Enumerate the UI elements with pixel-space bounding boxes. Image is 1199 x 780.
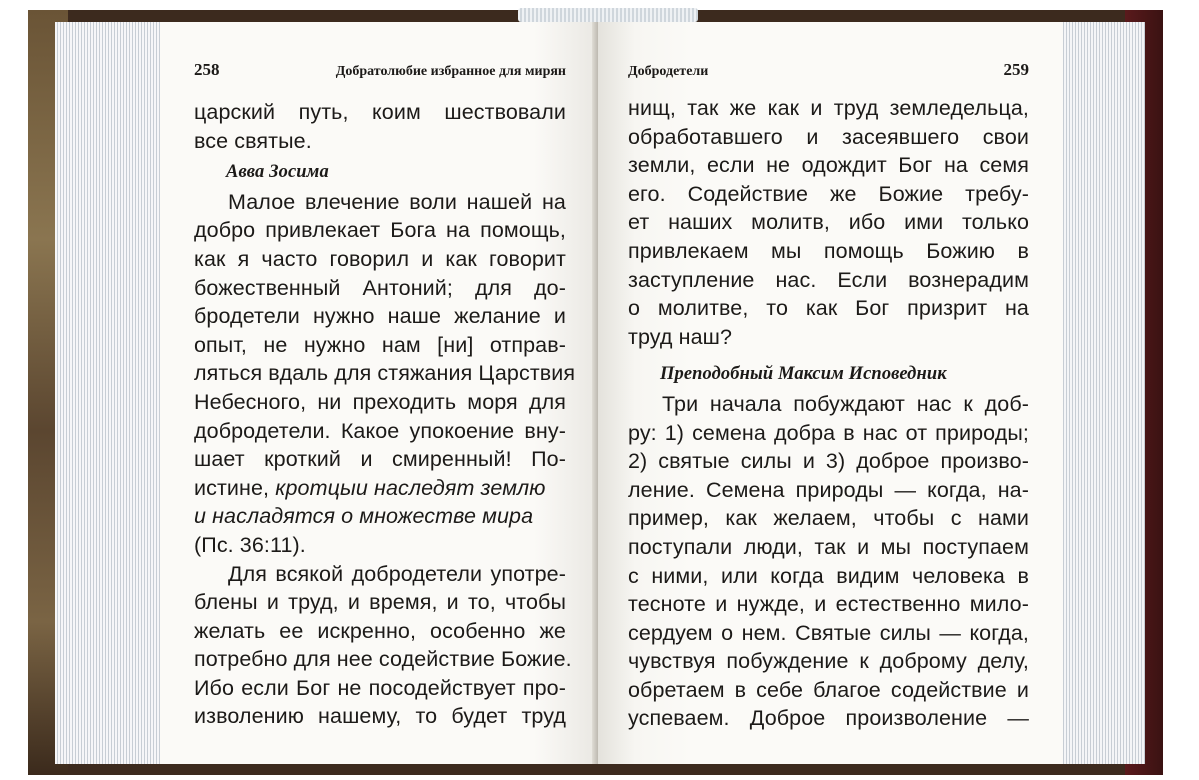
right-page-header	[628, 60, 1029, 80]
text-line: Три начала побуждают нас к доб-	[662, 391, 1029, 416]
text-line: ру: 1) семена добра в нас от природы;	[628, 420, 1029, 445]
text-line: земли, если не одождит Бог на семя	[628, 153, 1029, 178]
page-edges-left	[55, 22, 165, 764]
text-line: ет наших молитв, ибо ими только	[628, 210, 1029, 235]
text-line: царский путь, коим шествовали	[194, 100, 566, 124]
page-edges-right	[1060, 22, 1145, 764]
text-line: чувствуя побуждение к доброму делу,	[628, 649, 1029, 674]
text-line: поступали люди, так и мы поступаем	[628, 534, 1029, 559]
text-line: бродетели нужно наше желание и	[194, 304, 566, 329]
text-line: обретаем в себе благое содействие и	[628, 677, 1029, 702]
text-line: добродетели. Какое упокоение вну-	[194, 418, 566, 443]
text-line: блены и труд, и время, и то, чтобы	[194, 590, 566, 615]
text-line: сердуем о нем. Святые силы — когда,	[628, 620, 1029, 645]
text-line: добро привлекает Бога на помощь,	[194, 218, 566, 243]
text-line: заступление нас. Если вознерадим	[628, 267, 1029, 292]
left-page-header	[194, 60, 566, 80]
text-line: шает кроткий и смиренный! По-	[194, 447, 566, 472]
spacer	[628, 351, 1029, 357]
text-line	[194, 474, 566, 503]
text-line: труд наш?	[628, 324, 733, 349]
text-line: успеваем. Доброе произволение —	[628, 706, 1029, 731]
text-line: обработавшего и засеявшего свои	[628, 124, 1029, 149]
text-line: с ними, или когда видим человека в	[628, 563, 1029, 588]
scripture-quote: и насладятся о множестве мира	[194, 504, 534, 529]
text-line: Малое влечение воли нашей на	[228, 189, 566, 214]
right-page-body	[628, 94, 1029, 733]
left-page	[160, 22, 600, 764]
page-number: 258	[194, 60, 220, 79]
right-page	[598, 22, 1063, 764]
section-heading: Авва Зосима	[226, 162, 329, 183]
text-line: опыт, не нужно нам [ни] отправ-	[194, 332, 566, 357]
text-line: нищ, так же как и труд земледельца,	[628, 96, 1029, 120]
text-line: тесноте и нужде, и естественно мило-	[628, 592, 1029, 617]
ribbon-bookmark	[518, 8, 698, 22]
text-line: 2) святые силы и 3) доброе произво-	[628, 449, 1029, 474]
scripture-quote: кротцыи наследят землю	[275, 475, 546, 500]
running-title: Добратолюбие избранное для мирян	[335, 64, 566, 79]
text-line: как я часто говорил и как говорит	[194, 246, 566, 271]
section-heading: Преподобный Максим Исповедник	[660, 364, 947, 385]
text-line: изволению нашему, то будет труд	[194, 704, 566, 729]
text-fragment: истине,	[194, 475, 276, 500]
text-line: ляться вдаль для стяжания Царствия	[194, 361, 576, 386]
page-number: 259	[1003, 60, 1029, 79]
left-page-body	[194, 98, 576, 731]
text-line: Для всякой добродетели употре-	[228, 561, 566, 586]
text-line: Небесного, ни преходить моря для	[194, 389, 566, 414]
text-line: привлекаем мы помощь Божию в	[628, 238, 1029, 263]
text-line: о молитве, то как Бог призрит на	[628, 296, 1029, 321]
citation: (Пс. 36:11).	[194, 532, 306, 557]
text-line: божественный Антоний; для до-	[194, 275, 566, 300]
text-line: Ибо если Бог не посодействует про-	[194, 675, 566, 700]
text-line: потребно для нее содействие Божие.	[194, 647, 572, 672]
text-line: желать ее искренно, особенно же	[194, 618, 566, 643]
running-title: Добродетели	[628, 64, 709, 79]
text-line: его. Содействие же Божие требу-	[628, 181, 1029, 206]
text-line: все святые.	[194, 128, 312, 153]
text-line: ление. Семена природы — когда, на-	[628, 477, 1029, 502]
text-line: пример, как желаем, чтобы с нами	[628, 506, 1029, 531]
